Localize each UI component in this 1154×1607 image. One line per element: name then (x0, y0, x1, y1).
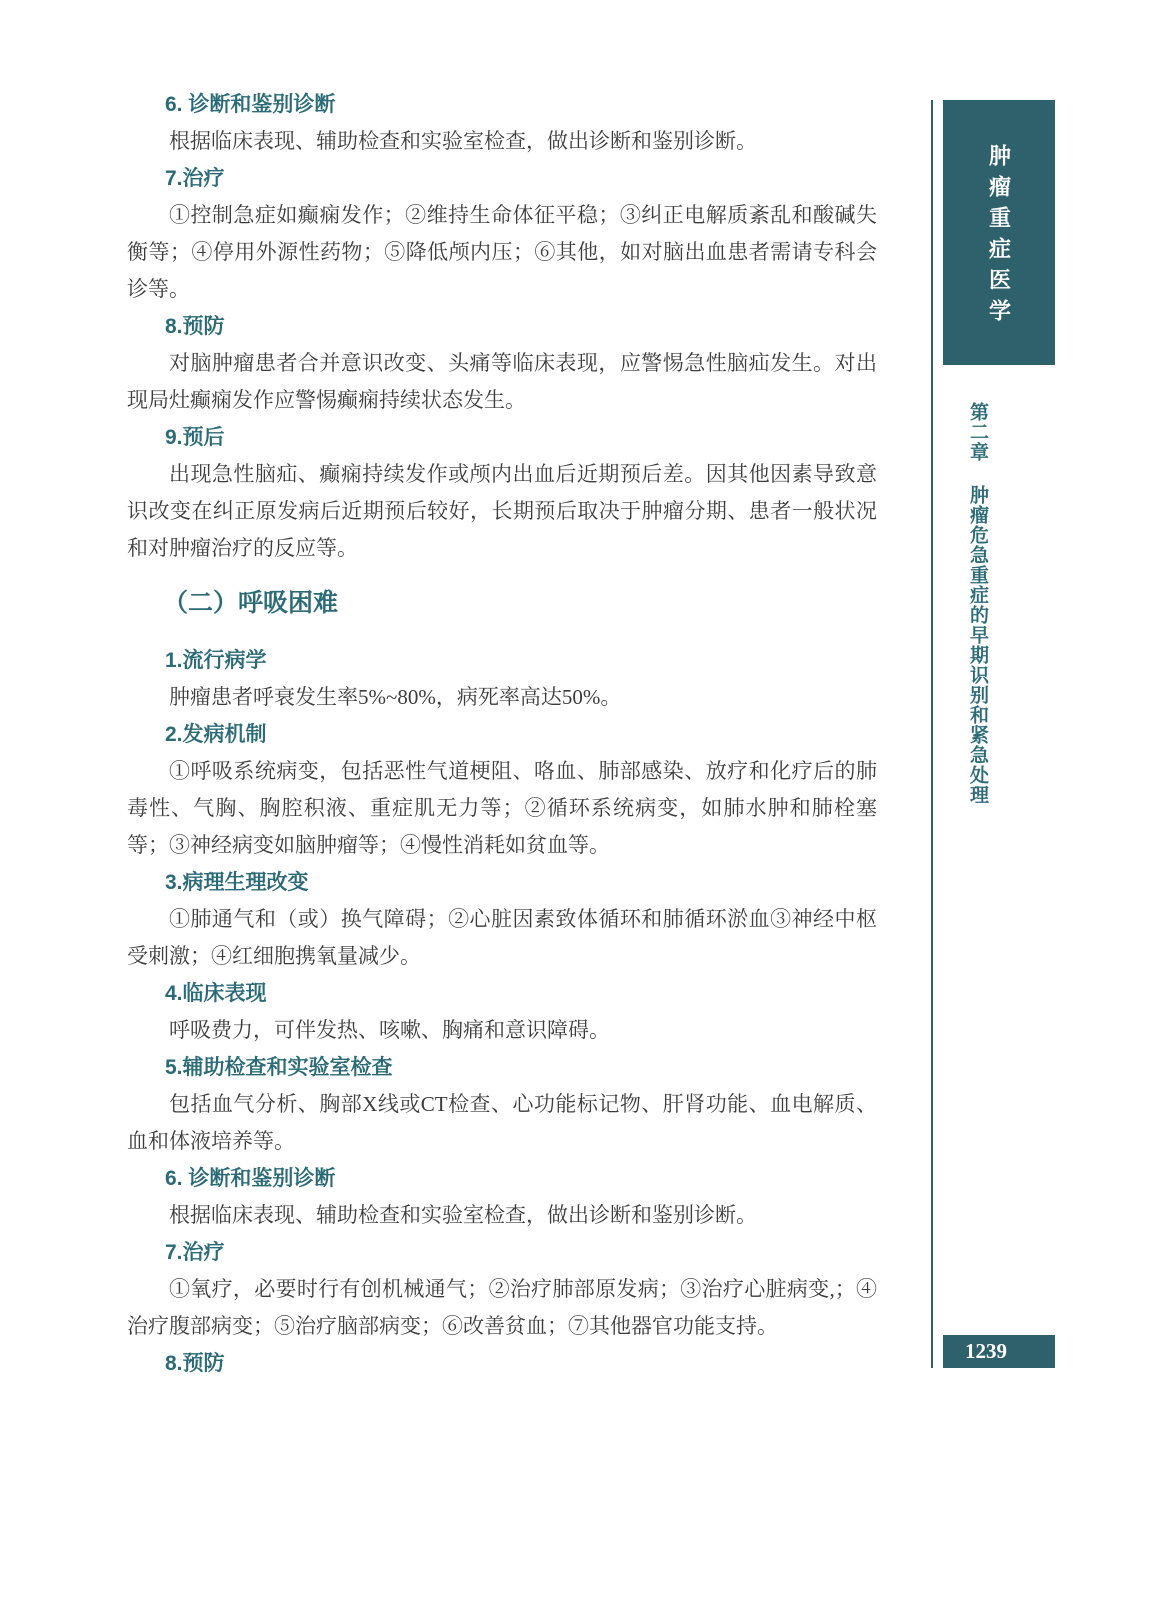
numbered-heading: 9.预后 (165, 426, 225, 449)
paragraph: ①氧疗，必要时行有创机械通气；②治疗肺部原发病；③治疗心脏病变,；④治疗腹部病变；⑤治疗脑部病变；⑥改善贫血；⑦其他器官功能支持。 (127, 1277, 877, 1338)
paragraph: 根据临床表现、辅助检查和实验室检查，做出诊断和鉴别诊断。 (169, 129, 757, 153)
numbered-heading: 5.辅助检查和实验室检查 (165, 1056, 393, 1079)
numbered-heading: 6. 诊断和鉴别诊断 (165, 93, 336, 116)
text-column (127, 86, 877, 1382)
chapter-title: 肿瘤危急重症的早期识别和紧急处理 (967, 485, 988, 805)
sidebar-divider-rule (931, 100, 933, 1368)
chapter-label: 第二章 (967, 402, 988, 462)
paragraph: 根据临床表现、辅助检查和实验室检查，做出诊断和鉴别诊断。 (169, 1203, 757, 1227)
numbered-heading: 8.预防 (165, 1352, 225, 1375)
chapter-marker (964, 402, 991, 882)
numbered-heading: 3.病理生理改变 (165, 871, 309, 894)
numbered-heading: 7.治疗 (165, 1241, 225, 1264)
page-number: 1239 (965, 1339, 1007, 1363)
numbered-heading: 4.临床表现 (165, 982, 267, 1005)
book-title: 肿瘤重症医学 (986, 144, 1012, 330)
paragraph: 出现急性脑疝、癫痫持续发作或颅内出血后近期预后差。因其他因素导致意识改变在纠正原发病后近期预后较好，长期预后取决于肿瘤分期、患者一般状况和对肿瘤治疗的反应等。 (127, 462, 877, 560)
numbered-heading: 1.流行病学 (165, 649, 267, 672)
paragraph: 对脑肿瘤患者合并意识改变、头痛等临床表现，应警惕急性脑疝发生。对出现局灶癫痫发作应警惕癫痫持续状态发生。 (127, 351, 877, 412)
subsection-title: （二）呼吸困难 (163, 589, 339, 617)
book-title-band (943, 100, 1055, 365)
paragraph: 包括血气分析、胸部X线或CT检查、心功能标记物、肝肾功能、血电解质、血和体液培养等。 (127, 1092, 877, 1153)
paragraph: ①呼吸系统病变，包括恶性气道梗阻、咯血、肺部感染、放疗和化疗后的肺毒性、气胸、胸腔积液、重症肌无力等；②循环系统病变，如肺水肿和肺栓塞等；③神经病变如脑肿瘤等；④慢性消耗如贫血等。 (127, 759, 877, 857)
numbered-heading: 2.发病机制 (165, 723, 267, 746)
paragraph: ①肺通气和（或）换气障碍；②心脏因素致体循环和肺循环淤血③神经中枢受刺激；④红细胞携氧量减少。 (127, 907, 877, 968)
paragraph: 肿瘤患者呼衰发生率5%~80%，病死率高达50%。 (169, 685, 622, 709)
numbered-heading: 7.治疗 (165, 167, 225, 190)
paragraph: ①控制急症如癫痫发作；②维持生命体征平稳；③纠正电解质紊乱和酸碱失衡等；④停用外源性药物；⑤降低颅内压；⑥其他，如对脑出血患者需请专科会诊等。 (127, 203, 877, 301)
paragraph: 呼吸费力，可伴发热、咳嗽、胸痛和意识障碍。 (169, 1018, 610, 1042)
page-number-badge (943, 1335, 1055, 1368)
numbered-heading: 6. 诊断和鉴别诊断 (165, 1167, 336, 1190)
numbered-heading: 8.预防 (165, 315, 225, 338)
